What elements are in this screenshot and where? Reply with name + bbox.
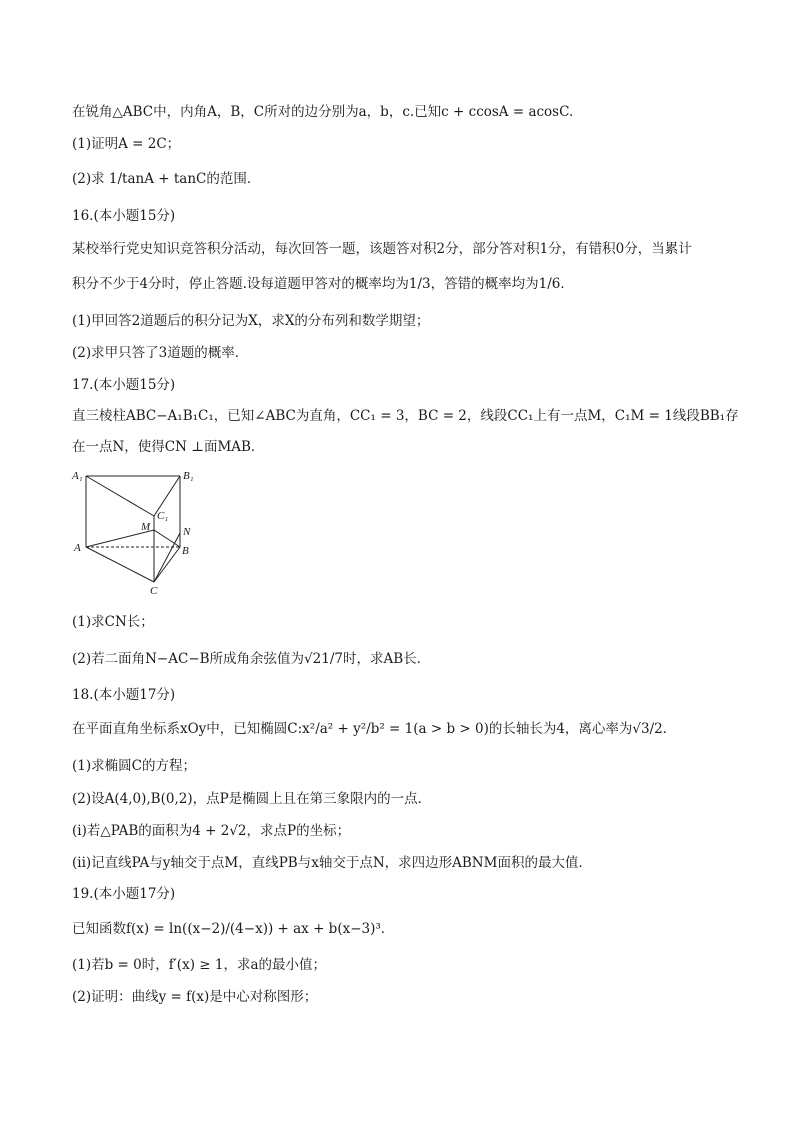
text-line-19: (ii)记直线PA与y轴交于点M，直线PB与x轴交于点N，求四边形ABNM面积的最大值． [72, 855, 592, 871]
text-line-5: 某校举行党史知识竞答积分活动，每次回答一题，该题答对积2分，部分答对积1分，有错积0分，当累计 [72, 241, 692, 257]
label-a: A [74, 542, 81, 554]
text-line-23: (2)证明：曲线y = f(x)是中心对称图形； [72, 989, 318, 1005]
text-line-17: (2)设A(4,0),B(0,2)，点P是椭圆上且在第三象限内的一点． [72, 791, 432, 807]
text-line-15: 在平面直角坐标系xOy中，已知椭圆C:x²/a² + y²/b² = 1(a > b > 0)的长轴长为4，离心率为√3/2． [72, 721, 677, 737]
text-line-14: 18.(本小题17分) [72, 687, 176, 703]
text-line-4: 16.(本小题15分) [72, 208, 176, 224]
label-m: M [141, 521, 151, 533]
label-n: N [183, 526, 191, 538]
label-b: B [182, 545, 189, 557]
text-line-20: 19.(本小题17分) [72, 886, 176, 902]
edge-a1c1 [86, 476, 154, 516]
segment-mb [154, 530, 180, 547]
text-line-9: 17.(本小题15分) [72, 377, 176, 393]
text-line-1: 在锐角△ABC中，内角A，B，C所对的边分别为a，b，c.已知c + ccosA = acosC. [72, 104, 574, 120]
edge-bc [154, 547, 180, 582]
label-c: C [150, 585, 158, 597]
text-line-18: (i)若△PAB的面积为4 + 2√2，求点P的坐标； [72, 823, 351, 839]
text-line-13: (2)若二面角N−AC−B所成角余弦值为√21/7时，求AB长． [72, 651, 431, 667]
text-line-8: (2)求甲只答了3道题的概率． [72, 345, 249, 361]
text-line-21: 已知函数f(x) = ln((x−2)/(4−x)) + ax + b(x−3)³． [72, 921, 395, 937]
text-line-10: 直三棱柱ABC−A₁B₁C₁，已知∠ABC为直角，CC₁ = 3，BC = 2，线段CC₁上有一点M，C₁M = 1线段BB₁存 [72, 408, 739, 424]
prism-diagram [66, 462, 196, 598]
text-line-22: (1)若b = 0时，f′(x) ≥ 1，求a的最小值； [72, 957, 326, 973]
text-line-3: (2)求 1/tanA + tanC的范围． [72, 171, 261, 187]
prism-figure [66, 462, 196, 598]
label-b1: B₁ [183, 470, 194, 482]
label-c1: C₁ [157, 510, 169, 522]
text-line-6: 积分不少于4分时，停止答题.设每道题甲答对的概率均为1/3，答错的概率均为1/6． [72, 276, 574, 292]
text-line-16: (1)求椭圆C的方程； [72, 758, 196, 774]
text-line-11: 在一点N，使得CN ⊥面MAB． [72, 439, 265, 455]
text-line-12: (1)求CN长； [72, 614, 154, 630]
segment-cn [154, 533, 180, 582]
text-line-7: (1)甲回答2道题后的积分记为X，求X的分布列和数学期望； [72, 313, 430, 329]
label-a1: A₁ [72, 470, 83, 482]
edge-ac [86, 547, 154, 582]
text-line-2: (1)证明A = 2C； [72, 136, 181, 152]
